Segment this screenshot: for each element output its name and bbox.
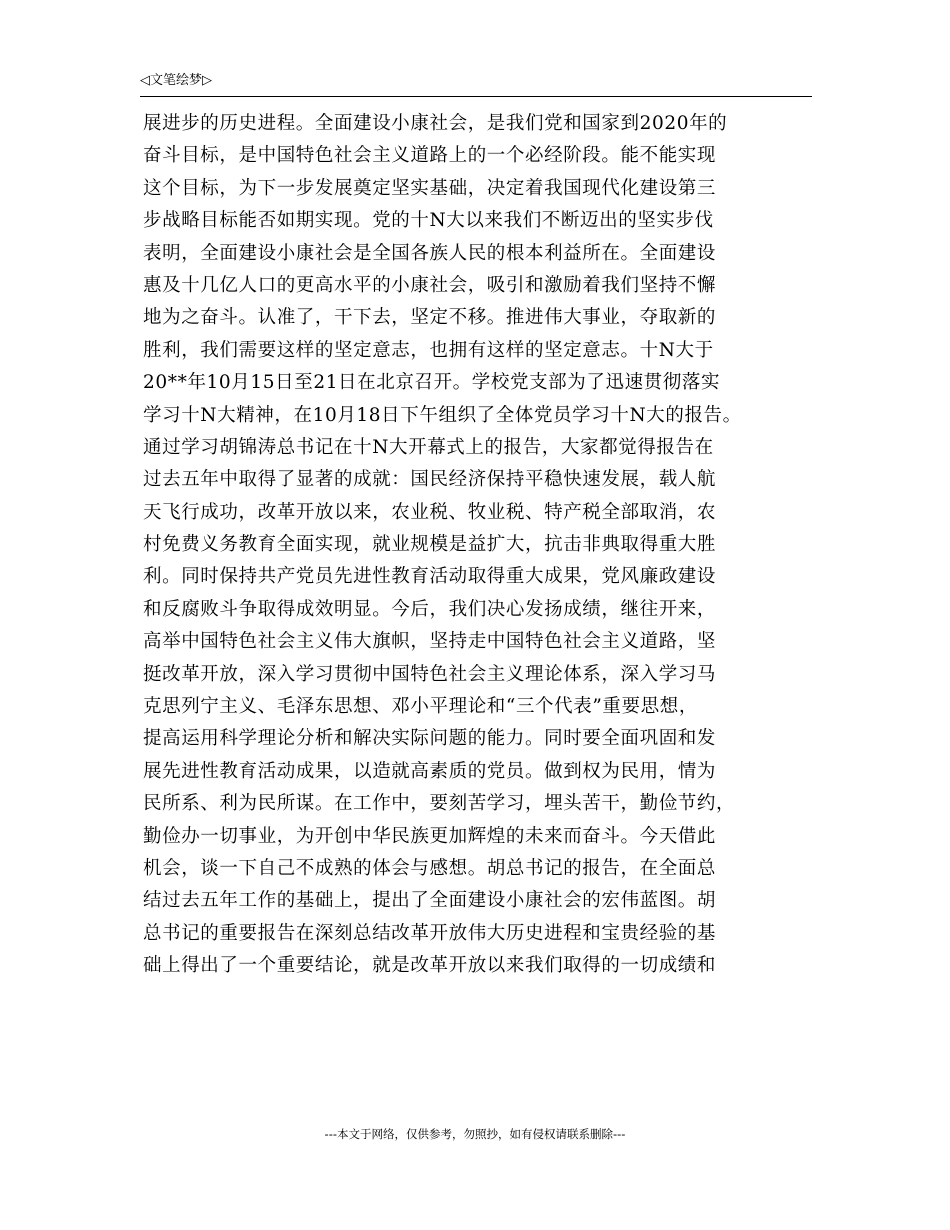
text-line: 这个目标，为下一步发展奠定坚实基础，决定着我国现代化建设第三 bbox=[143, 177, 717, 199]
text-line: 克思列宁主义、毛泽东思想、邓小平理论和“三个代表”重要思想， bbox=[143, 696, 698, 718]
text-line: 表明，全面建设小康社会是全国各族人民的根本利益所在。全面建设 bbox=[143, 242, 717, 264]
text-line: 和反腐败斗争取得成效明显。今后，我们决心发扬成绩，继往开来， bbox=[143, 598, 717, 620]
body-text bbox=[143, 108, 823, 983]
text-line: 机会，谈一下自己不成熟的体会与感想。胡总书记的报告，在全面总 bbox=[143, 857, 717, 879]
text-line: 民所系、利为民所谋。在工作中，要刻苦学习，埋头苦干，勤俭节约， bbox=[143, 793, 736, 815]
text-line: 高举中国特色社会主义伟大旗帜，坚持走中国特色社会主义道路，坚 bbox=[143, 631, 717, 653]
text-line: 利。同时保持共产党员先进性教育活动取得重大成果，党风廉政建设 bbox=[143, 566, 717, 588]
text-line: 村免费义务教育全面实现，就业规模是益扩大，抗击非典取得重大胜 bbox=[143, 534, 717, 556]
text-line: 勤俭办一切事业，为开创中华民族更加辉煌的未来而奋斗。今天借此 bbox=[143, 825, 717, 847]
text-line: 学习十N大精神，在10月18日下午组织了全体党员学习十N大的报告。 bbox=[143, 404, 742, 426]
text-line: 奋斗目标，是中国特色社会主义道路上的一个必经阶段。能不能实现 bbox=[143, 145, 717, 167]
text-line: 胜利，我们需要这样的坚定意志，也拥有这样的坚定意志。十N大于 bbox=[143, 339, 714, 361]
text-line: 天飞行成功，改革开放以来，农业税、牧业税、特产税全部取消，农 bbox=[143, 501, 717, 523]
page-footer-disclaimer: ---本文于网络，仅供参考，勿照抄，如有侵权请联系删除--- bbox=[324, 1127, 626, 1141]
text-line: 挺改革开放，深入学习贯彻中国特色社会主义理论体系，深入学习马 bbox=[143, 663, 717, 685]
text-line: 通过学习胡锦涛总书记在十N大开幕式上的报告，大家都觉得报告在 bbox=[143, 436, 714, 458]
text-line: 地为之奋斗。认准了，干下去，坚定不移。推进伟大事业，夺取新的 bbox=[143, 307, 717, 329]
text-line: 提高运用科学理论分析和解决实际问题的能力。同时要全面巩固和发 bbox=[143, 728, 717, 750]
text-line: 础上得出了一个重要结论，就是改革开放以来我们取得的一切成绩和 bbox=[143, 955, 717, 977]
text-line: 展进步的历史进程。全面建设小康社会，是我们党和国家到2020年的 bbox=[143, 113, 728, 134]
text-line: 惠及十几亿人口的更高水平的小康社会，吸引和激励着我们坚持不懈 bbox=[143, 274, 717, 296]
text-line: 展先进性教育活动成果，以造就高素质的党员。做到权为民用，情为 bbox=[143, 760, 717, 782]
text-line: 结过去五年工作的基础上，提出了全面建设小康社会的宏伟蓝图。胡 bbox=[143, 890, 717, 912]
text-line: 20**年10月15日至21日在北京召开。学校党支部为了迅速贯彻落实 bbox=[143, 372, 721, 394]
header-brand: ◁文笔绘梦▷ bbox=[140, 73, 212, 88]
page-header bbox=[140, 70, 812, 97]
text-line: 步战略目标能否如期实现。党的十N大以来我们不断迈出的坚实步伐 bbox=[143, 210, 714, 232]
text-line: 总书记的重要报告在深刻总结改革开放伟大历史进程和宝贵经验的基 bbox=[143, 922, 717, 944]
text-line: 过去五年中取得了显著的成就：国民经济保持平稳快速发展，载人航 bbox=[143, 469, 717, 491]
